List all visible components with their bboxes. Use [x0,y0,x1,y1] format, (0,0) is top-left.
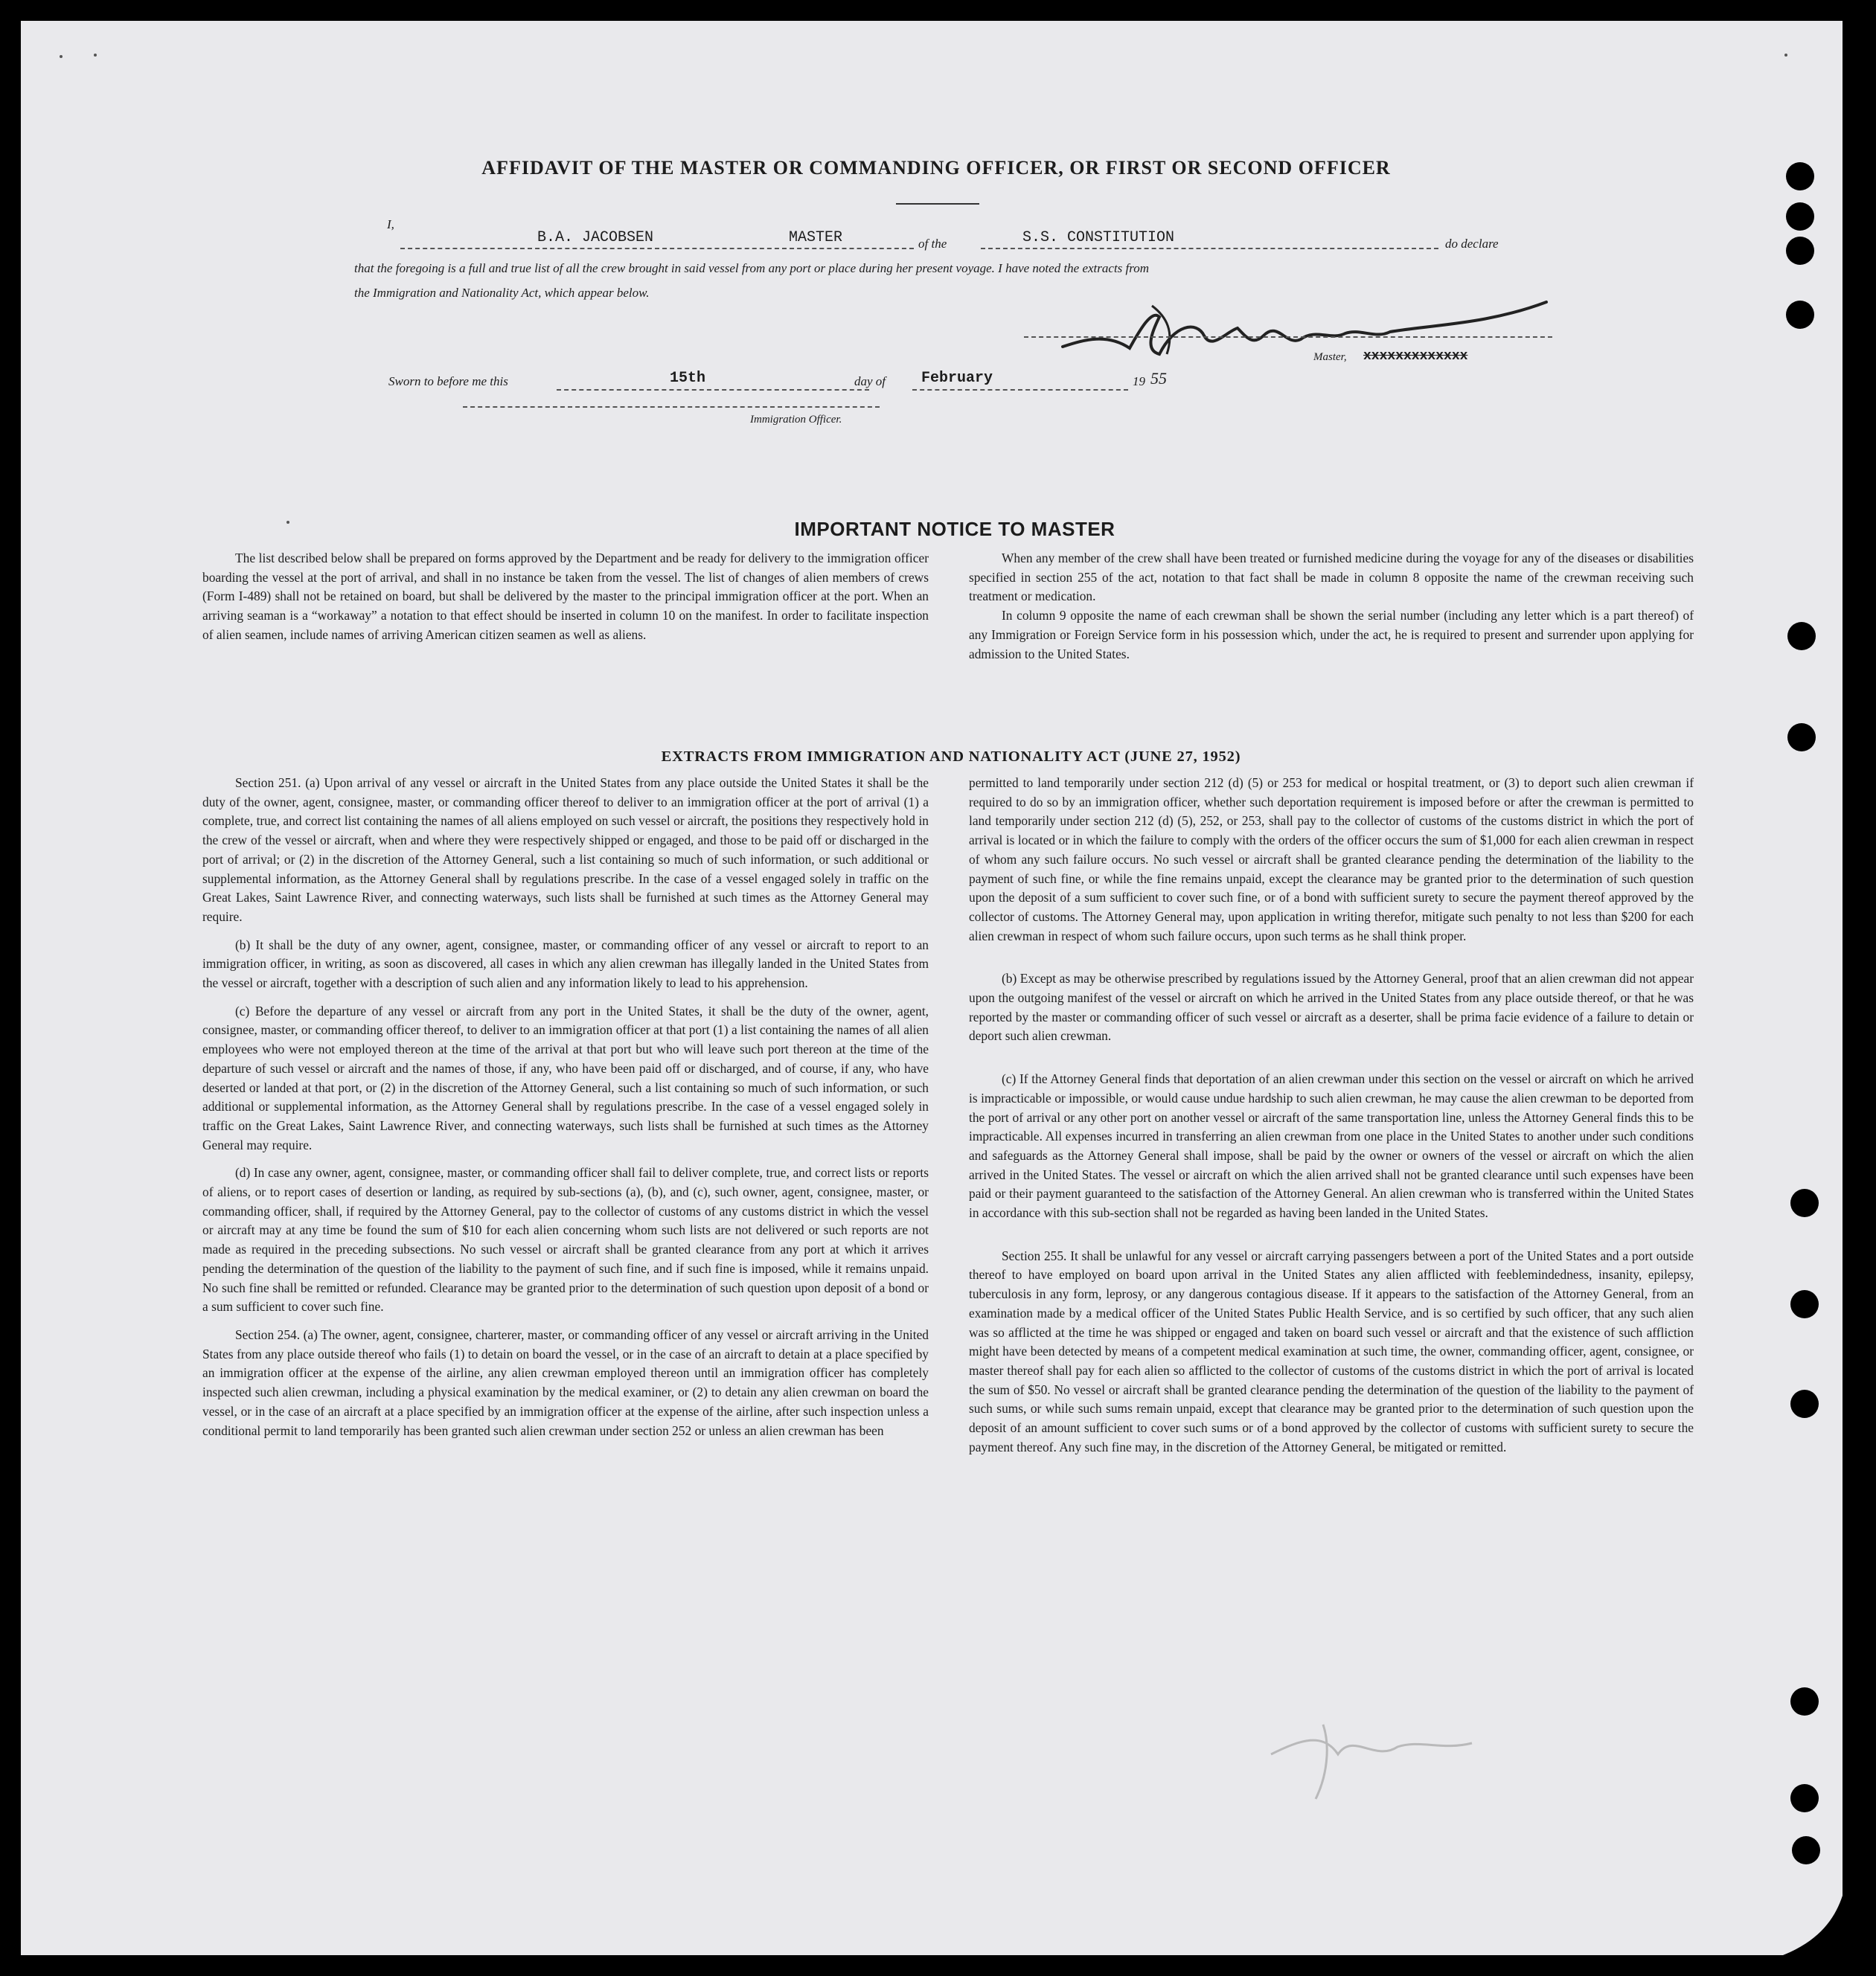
notice-title: IMPORTANT NOTICE TO MASTER [794,518,1115,540]
notice-left-paragraph: The list described below shall be prepared on forms approved by the Department and be ready for delivery to the immigration officer boarding the vessel at the port of arrival, and shall in no instance be taken from the vessel. The list of changes of alien members of crews (Form I-489) shall not be retained on board, but shall be delivered by the master to the principal immigration officer at the port. When an arriving seaman is a “workaway” a notation to that effect should be inserted in column 10 on the manifest. In order to facilitate inspection of alien seamen, include names of arriving American citizen seamen as well as aliens. [202,551,929,642]
stray-mark [60,55,63,58]
day-fill-line [557,389,869,391]
master-name: B.A. JACOBSEN [537,229,654,246]
month-fill-line [912,389,1128,391]
sworn-month: February [921,370,993,387]
section-254-b: (b) Except as may be otherwise prescribed by regulations issued by the Attorney General, proof that an alien crewman did not appear upon the outgoing manifest of the vessel or aircraft on which he arrived in the United States from any place outside thereof, or that he was reported by the master or commanding officer of such vessel or aircraft as a deserter, shall be prima facie evidence of a failure to detain or deport such alien crewman. [969,971,1694,1044]
bleed-through-signature [1256,1710,1479,1806]
title-rule [896,203,979,205]
sworn-day: 15th [670,370,706,387]
section-255: Section 255. It shall be unlawful for any vessel or aircraft carrying passengers between a port of the United States and a port outside thereof to have employed on board upon arrival in the United States any alien afflicted with feeblemindedness, insanity, epilepsy, tuberculosis in any form, leprosy, or any dangerous contagious disease. If it appears to the satisfaction of the Attorney General, from an examination made by a medical officer of the United States Public Health Service, and is so certified by such officer, that any such alien was so afflicted at the time he was shipped or engaged and taken on board such vessel or aircraft and that the existence of such affliction might have been detected by means of a competent medical examination at such time, the owner, commanding officer, agent, consignee, or master thereof shall pay for each alien so afflicted to the collector of customs of the customs district in which the port of arrival is located the sum of $50. No vessel or aircraft shall be granted clearance pending the determination of the question of the liability to the payment of such sums, or while such sums remain unpaid, except that clearance may be granted prior to the determination of such question upon the deposit of an amount sufficient to cover such sums or of a bond approved by the collector of customs with sufficient surety to secure the payment thereof. Any such fine may, in the discretion of the Attorney General, be mitigated or remitted. [969,1248,1694,1454]
section-254-c: (c) If the Attorney General finds that deportation of an alien crewman under this section on the vessel or aircraft on which he arrived is impracticable or impossible, or would cause undue hardship to such alien crewman, he may cause the alien crewman to be deported from the port of arrival or any other port on another vessel or aircraft of the same transportation line, unless the Attorney General finds this to be impracticable. All expenses incurred in transferring an alien crewman from one place in the United States to another under such conditions and safeguards as the Attorney General shall impose, shall be paid by the owner or owners of the vessel or aircraft on which the alien arrived in the United States. The vessel or aircraft on which the alien arrived shall not be granted clearance until such expenses have been paid or their payment guaranteed to the satisfaction of the Attorney General. An alien crewman who is transferred within the United States in accordance with this sub-section shall not be regarded as having been landed in the United States. [969,1071,1694,1221]
punch-hole [1790,1784,1819,1812]
do-declare-label: do declare [1445,237,1499,251]
extracts-title: EXTRACTS FROM IMMIGRATION AND NATIONALITY ACT (JUNE 27, 1952) [661,748,1241,765]
declaration-line-1: that the foregoing is a full and true list of all the crew brought in said vessel from any port or place during her present voyage. I have noted the extracts from [354,261,1150,275]
section-251-a: Section 251. (a) Upon arrival of any vessel or aircraft in the United States from any place outside the United States it shall be the duty of the owner, agent, consignee, master, or commanding officer thereof to deliver to an immigration officer at the port of arrival (1) a complete, true, and correct list containing the names of all aliens employed on such vessel or aircraft, the positions they respectively hold in the crew of the vessel or aircraft, when and where they were respectively shipped or engaged, and those to be paid off or discharged in the port of arrival; or (2) in the discretion of the Attorney General, such a list containing so much of such information, or such additional or supplemental information, as the Attorney General shall by regulations prescribe. In the case of a vessel engaged solely in traffic on the Great Lakes, Saint Lawrence River, and connecting waterways, such lists shall be furnished at such times as the Attorney General may require. [202,775,929,924]
officer-signature-line [463,406,880,408]
notice-right-paragraph-2: In column 9 opposite the name of each crewman shall be shown the serial number (including any letter which is a part thereof) of any Immigration or Foreign Service form in his possession which, under the act, he is required to present and surrender upon applying for admission to the United States. [969,608,1694,661]
section-251-d: (d) In case any owner, agent, consignee, master, or commanding officer shall fail to deliver complete, true, and correct lists or reports of aliens, or to report cases of desertion or landing, as required by sub-sections (a), (b), and (c), such owner, agent, consignee, master, or commanding officer, shall, if required by the Attorney General, pay to the collector of customs of any customs district in which the vessel or aircraft may at any time be found the sum of $10 for each alien concerning whom such lists are not delivered or such reports are not made as required in the preceding subsections. No such vessel or aircraft shall be granted clearance from any port at which it arrives pending the determination of the question of the liability to the payment of such fine, and if such fine is imposed, while it remains unpaid. No such fine shall be remitted or refunded. Clearance may be granted prior to the determination of such question upon deposit of a bond or a sum sufficient to cover such fine. [202,1165,929,1315]
punch-hole [1786,301,1814,329]
punch-hole [1790,1290,1819,1318]
struck-title: xxxxxxxxxxxxx [1363,349,1468,364]
master-label: Master, [1313,351,1347,363]
extracts-left-column [202,774,929,1449]
punch-hole [1786,237,1814,265]
day-of-label: day of [854,374,886,388]
declaration-line-2: the Immigration and Nationality Act, which appear below. [354,286,650,300]
notice-left-column [202,549,929,654]
vessel-name: S.S. CONSTITUTION [1022,229,1175,246]
notice-right-column [969,549,1694,673]
name-fill-line [400,248,914,249]
punch-hole [1790,1687,1819,1716]
punch-hole [1787,723,1816,751]
sworn-label: Sworn to before me this [388,374,508,388]
i-label: I, [387,217,394,231]
punch-hole [1786,162,1814,190]
vessel-fill-line [981,248,1438,249]
officer-label: Immigration Officer. [750,414,842,426]
torn-corner [1783,1896,1843,1955]
section-251-c: (c) Before the departure of any vessel or aircraft from any port in the United States, it shall be the duty of the owner, agent, consignee, master, or commanding officer thereof, to deliver to an immigration officer at that port (1) a list containing the names of all alien employees who were not employed thereon at the time of the arrival at that port but who will leave such port thereon at the time of the departure of such vessel or aircraft and the names of those, if any, who have been paid off or discharged, and of course, if any, who have deserted or landed at that port, or (2) in the discretion of the Attorney General, such a list containing so much of such information, or such additional or supplemental information, as the Attorney General shall by regulations prescribe. In the case of a vessel engaged solely in traffic on the Great Lakes, Saint Lawrence River, and connecting waterways, such lists shall be furnished at such times as the Attorney General may require. [202,1003,929,1152]
stray-mark [1784,54,1787,57]
stray-mark [94,54,97,57]
signature-line [1024,336,1552,338]
document-page [21,21,1843,1955]
of-the-label: of the [918,237,947,251]
sworn-year: 55 [1150,369,1167,388]
punch-hole [1790,1390,1819,1418]
master-rank: MASTER [789,229,843,246]
punch-hole [1790,1189,1819,1217]
section-254-a: Section 254. (a) The owner, agent, consignee, charterer, master, or commanding officer of any vessel or aircraft arriving in the United States from any place outside thereof who fails (1) to detain on board the vessel, or in the case of an aircraft to detain at a place specified by an immigration officer at the expense of the airline, any alien crewman employed thereon until an immigration officer has completely inspected such alien crewman, including a physical examination by the medical examiner, or (2) to detain any alien crewman on board the vessel, or in the case of an aircraft at a place specified by an immigration officer at the expense of the airline, after such inspection unless a conditional permit to land temporarily has been granted such alien crewman under section 252 or unless an alien crewman has been [202,1327,929,1438]
punch-hole [1786,202,1814,231]
section-254-a-continued: permitted to land temporarily under section 212 (d) (5) or 253 for medical or hospital treatment, or (3) to deport such alien crewman if required to do so by an immigration officer, whether such deportation requirement is imposed before or after the crewman is permitted to land temporarily under section 212 (d) (5), 252, or 253, shall pay to the collector of customs of the customs district in which the port of arrival is located or in which the failure to comply with the orders of the officer occurs the sum of $1,000 for each alien crewman in respect of whom any such failure occurs. No such vessel or aircraft shall be granted clearance pending the determination of the liability to the payment of such fine, or while the fine remains unpaid, except the clearance may be granted prior to the determination of such question upon the deposit of a sum sufficient to cover such fine, or of a bond with sufficient surety to secure the payment thereof approved by the collector of customs. The Attorney General may, upon application in writing therefor, mitigate such penalty to not less than $200 for each alien crewman in respect of whom such failure occurs, upon such terms as he shall think proper. [969,775,1694,943]
affidavit-title: AFFIDAVIT OF THE MASTER OR COMMANDING OFFICER, OR FIRST OR SECOND OFFICER [481,157,1391,179]
stray-mark [286,521,289,524]
year-prefix: 19 [1133,374,1145,388]
section-251-b: (b) It shall be the duty of any owner, agent, consignee, master, or commanding officer of any vessel or aircraft to report to an immigration officer, in writing, as soon as discovered, all cases in which any alien crewman has illegally landed in the United States from the vessel or aircraft, together with a description of such alien and any information likely to lead to his apprehension. [202,937,929,991]
extracts-right-column [969,774,1694,1466]
punch-hole [1787,622,1816,650]
punch-hole [1792,1836,1820,1864]
master-signature [1040,295,1561,376]
notice-right-paragraph-1: When any member of the crew shall have been treated or furnished medicine during the voyage for any of the diseases or disabilities specified in section 255 of the act, notation to that fact shall be made in column 8 opposite the name of the crewman receiving such treatment or medication. [969,551,1694,604]
